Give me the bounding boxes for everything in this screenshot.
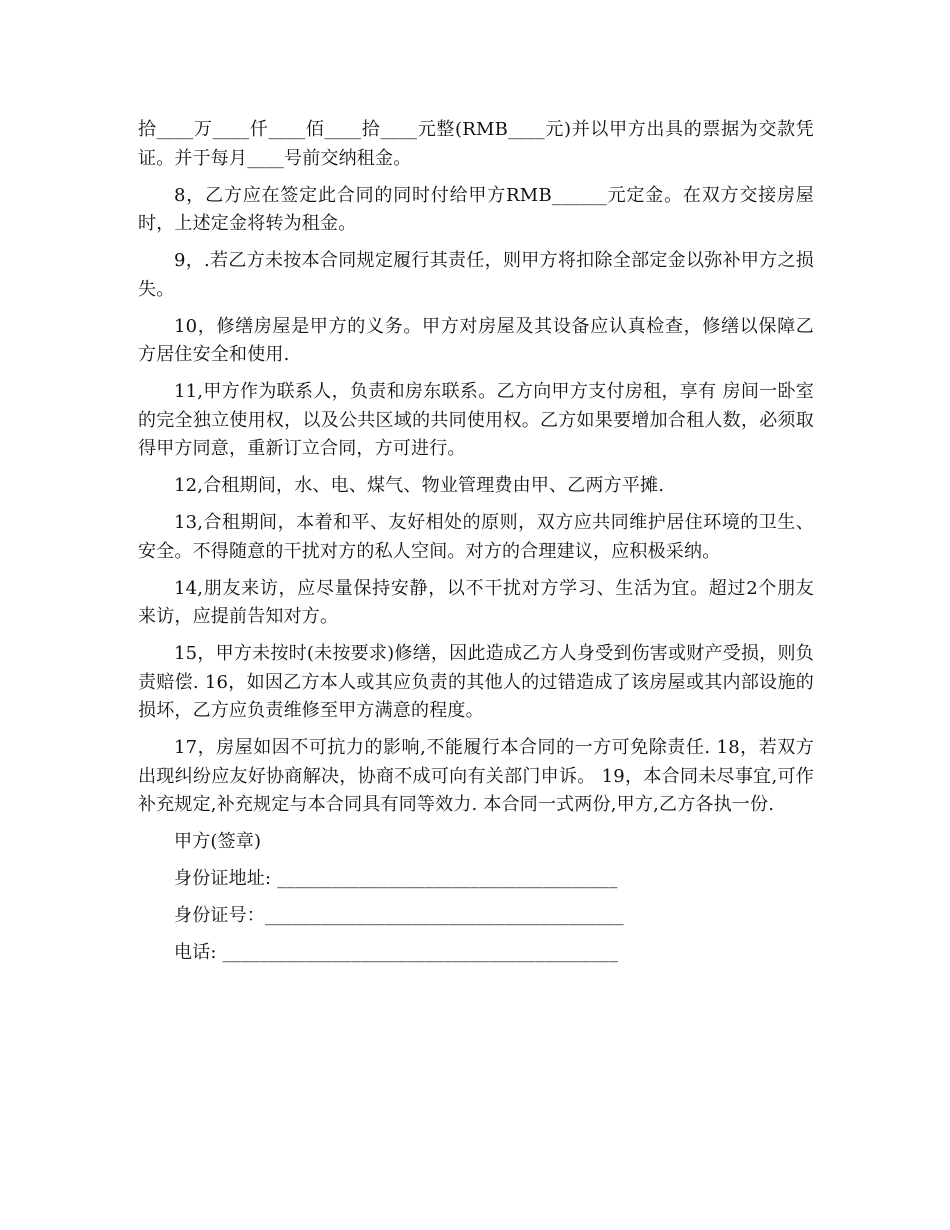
- signature-block: [138, 828, 814, 968]
- phone-field: 电话: ___________________________________________: [174, 942, 619, 963]
- party-a-signature-label: 甲方(签章): [174, 831, 262, 852]
- paragraph-clause-15-16: 15，甲方未按时(未按要求)修缮，因此造成乙方人身受到伤害或财产受损，则负责赔偿. 16，如因乙方本人或其应负责的其他人的过错造成了该房屋或其内部设施的损坏，乙方应负责维修至甲方满意的程度。: [138, 643, 814, 721]
- paragraph-clause-14: 14,朋友来访，应尽量保持安静，以不干扰对方学习、生活为宜。超过2个朋友来访，应提前告知对方。: [138, 577, 814, 627]
- paragraph-clause-8: 8，乙方应在签定此合同的同时付给甲方RMB______元定金。在双方交接房屋时，上述定金将转为租金。: [138, 184, 814, 234]
- paragraph-clause-12: 12,合租期间，水、电、煤气、物业管理费由甲、乙两方平摊.: [174, 475, 665, 496]
- paragraph-clause-11: 11,甲方作为联系人，负责和房东联系。乙方向甲方支付房租，享有 房间一卧室的完全独立使用权，以及公共区域的共同使用权。乙方如果要增加合租人数，必须取得甲方同意，重新订立合同，方可进行。: [138, 381, 814, 459]
- id-number-field: 身份证号：_______________________________________: [174, 905, 624, 926]
- id-address-field: 身份证地址: _____________________________________: [174, 868, 618, 889]
- paragraph-clause-17-19: 17，房屋如因不可抗力的影响,不能履行本合同的一方可免除责任. 18，若双方出现纠纷应友好协商解决，协商不成可向有关部门申诉。 19，本合同未尽事宜,可作补充规定,补充规定与本合同具有同等效力. 本合同一式两份,甲方,乙方各执一份.: [138, 737, 814, 815]
- document-body: [138, 116, 814, 976]
- paragraph-clause-13: 13,合租期间，本着和平、友好相处的原则，双方应共同维护居住环境的卫生、安全。不得随意的干扰对方的私人空间。对方的合理建议，应积极采纳。: [138, 512, 814, 562]
- paragraph-clause-10: 10，修缮房屋是甲方的义务。甲方对房屋及其设备应认真检查，修缮以保障乙方居住安全和使用.: [138, 315, 814, 365]
- paragraph-clause-9: 9，.若乙方未按本合同规定履行其责任，则甲方将扣除全部定金以弥补甲方之损失。: [138, 250, 814, 300]
- paragraph-payment-amount: 拾____万____仟____佰____拾____元整(RMB____元)并以甲方出具的票据为交款凭证。并于每月____号前交纳租金。: [138, 119, 814, 169]
